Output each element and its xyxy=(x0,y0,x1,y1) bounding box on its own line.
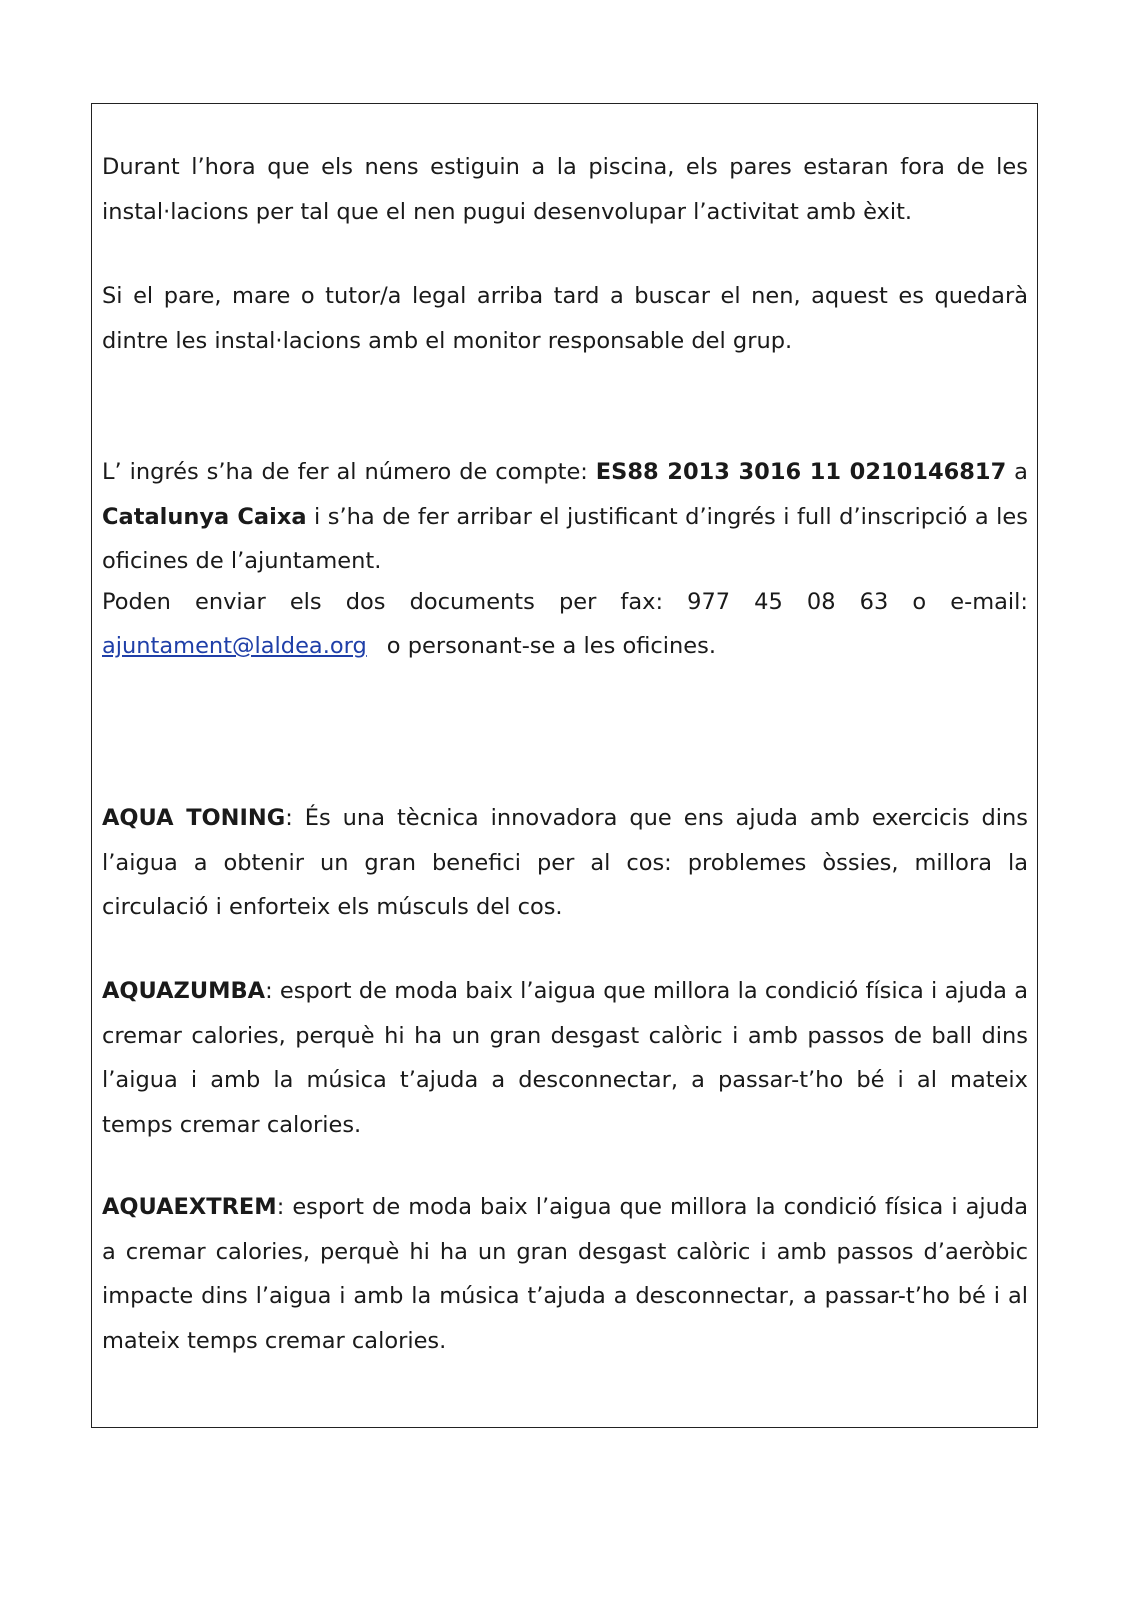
account-number: ES88 2013 3016 11 0210146817 xyxy=(595,459,1007,485)
activity-name: AQUAZUMBA xyxy=(102,978,266,1004)
activity-aquazumba xyxy=(102,969,1028,1147)
paragraph-email-line xyxy=(102,624,1028,669)
paragraph-payment xyxy=(102,450,1028,584)
payment-rest: i s’ha de fer arribar el justificant d’ingrés i full d’inscripció a les oficines de l’ajuntament. xyxy=(102,503,1028,574)
activity-name: AQUA TONING xyxy=(102,805,286,831)
send-documents-text: Poden enviar els dos documents per fax: 977 45 08 63 o e-mail: xyxy=(102,589,1028,615)
email-tail-text: o personant-se a les oficines. xyxy=(386,633,716,659)
activity-aquaextrem xyxy=(102,1185,1028,1363)
bank-name: Catalunya Caixa xyxy=(102,503,307,530)
activity-name: AQUAEXTREM xyxy=(102,1194,277,1220)
paragraph-send-line xyxy=(102,580,1028,625)
payment-intro: L’ ingrés s’ha de fer al número de compte: xyxy=(102,459,596,485)
paragraph-late-pickup-text: Si el pare, mare o tutor/a legal arriba tard a buscar el nen, aquest es quedarà dintre les instal·lacions amb el monitor responsable del grup. xyxy=(102,283,1028,354)
activity-description: : esport de moda baix l’aigua que millora la condició física i ajuda a cremar calories, perquè hi ha un gran desgast calòric i amb passos d’aeròbic impacte dins l’aigua i amb la música t’ajuda a desconnectar, a passar-t’ho bé i al mateix temps cremar calories. xyxy=(102,1194,1028,1354)
activity-description: : esport de moda baix l’aigua que millora la condició física i ajuda a cremar calories, perquè hi ha un gran desgast calòric i amb passos de ball dins l’aigua i amb la música t’ajuda a desconnectar, a passar-t’ho bé i al mateix temps cremar calories. xyxy=(102,978,1028,1138)
paragraph-late-pickup xyxy=(102,274,1028,363)
paragraph-parents-text: Durant l’hora que els nens estiguin a la piscina, els pares estaran fora de les instal·lacions per tal que el nen pugui desenvolupar l’activitat amb èxit. xyxy=(102,154,1028,225)
activity-description: : És una tècnica innovadora que ens ajuda amb exercicis dins l’aigua a obtenir un gran benefici per al cos: problemes òssies, millora la circulació i enforteix els músculs del cos. xyxy=(102,805,1028,920)
activity-aqua-toning xyxy=(102,796,1028,930)
payment-connector: a xyxy=(1006,459,1028,485)
paragraph-parents xyxy=(102,145,1028,234)
email-link[interactable]: ajuntament@laldea.org xyxy=(102,633,367,659)
